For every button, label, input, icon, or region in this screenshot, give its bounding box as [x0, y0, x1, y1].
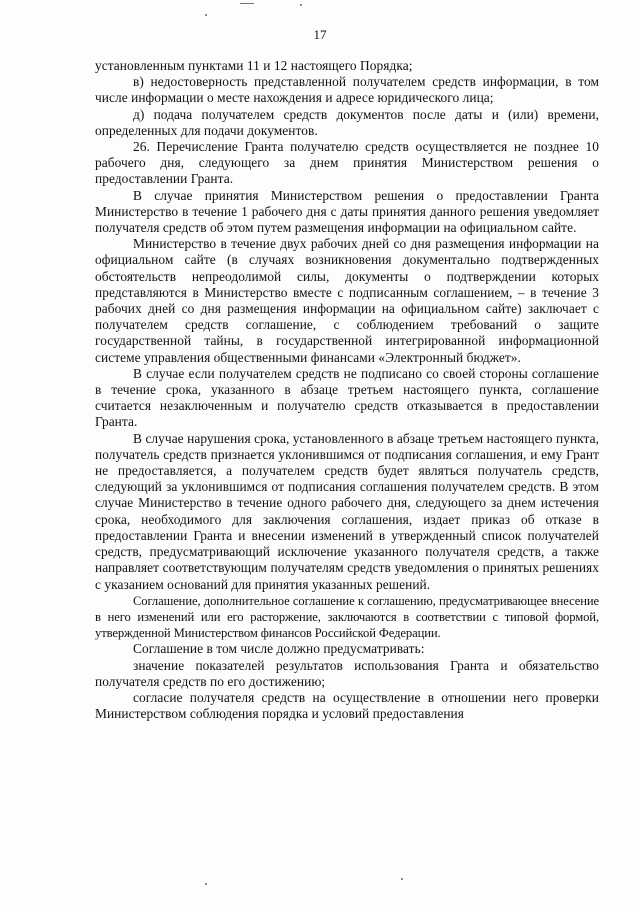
paragraph: В случае нарушения срока, установленного в абзаце третьем настоящего пункта, получатель средств признается уклонившимся от подписания соглашения, и ему Грант не предоставляется, а получателем средств будет являться получатель средств, следующий за уклонившимся от подписания соглашения получателем средств. В этом случае Министерство в течение одного рабочего дня, следующего за днем истечения срока, необходимого для заключения соглашения, издает приказ об отказе в предоставлении Гранта и внесении изменений в утвержденный список получателей средств, предусматривающий исключение указанного получателя средств, а также направляет соответствующим получателям средств уведомления о принятых решениях с указанием оснований для принятия указанных решений. — [95, 430, 599, 592]
scan-artifact-dot — [205, 883, 207, 885]
page-number: 17 — [313, 27, 327, 42]
paragraph: В случае принятия Министерством решения о предоставлении Гранта Министерство в течение 1 рабочего дня с даты принятия данного решения уведомляет получателя средств об этом путем размещения информации на официальном сайте. — [95, 187, 599, 236]
paragraph: согласие получателя средств на осуществление в отношении него проверки Министерством соблюдения порядка и условий предоставления — [95, 689, 599, 722]
paragraph: В случае если получателем средств не подписано со своей стороны соглашение в течение срока, указанного в абзаце третьем настоящего пункта, соглашение считается незаключенным и получателю средств отказывается в предоставлении Гранта. — [95, 365, 599, 430]
paragraph: значение показателей результатов использования Гранта и обязательство получателя средств по его достижению; — [95, 657, 599, 689]
paragraph: Соглашение в том числе должно предусматривать: — [133, 641, 425, 657]
paragraph: д) подача получателем средств документов после даты и (или) времени, определенных для подачи документов. — [95, 106, 599, 138]
paragraph: установленным пунктами 11 и 12 настоящего Порядка; — [95, 58, 413, 73]
scan-artifact-dot — [205, 14, 207, 16]
paragraph: 26. Перечисление Гранта получателю средств осуществляется не позднее 10 рабочего дня, следующего за днем принятия Министерством решения о предоставлении Гранта. — [95, 139, 599, 187]
paragraph: Соглашение, дополнительное соглашение к соглашению, предусматривающее внесение в него изменений или его расторжение, заключаются в соответствии с типовой формой, утвержденной Министерством финансов Российской Федерации. — [95, 593, 599, 641]
scan-artifact-top — [240, 3, 254, 4]
paragraph: Министерство в течение двух рабочих дней со дня размещения информации на официальном сайте (в случаях возникновения документально подтвержденных обстоятельств непреодолимой силы, документы о подтверждении которых представляются в Министерство вместе с подписанным соглашением, – в течение 3 рабочих дней со дня размещения информации на официальном сайте) заключает с получателем средств соглашение, с соблюдением требований о защите государственной тайны, в государственной интегрированной информационной системе управления общественными финансами «Электронный бюджет». — [95, 236, 599, 365]
document-body — [95, 58, 599, 722]
paragraph: в) недостоверность представленной получателем средств информации, в том числе информации о месте нахождения и адресе юридического лица; — [95, 74, 599, 106]
scan-artifact-dot — [300, 4, 302, 6]
scan-artifact-dot — [401, 878, 403, 880]
